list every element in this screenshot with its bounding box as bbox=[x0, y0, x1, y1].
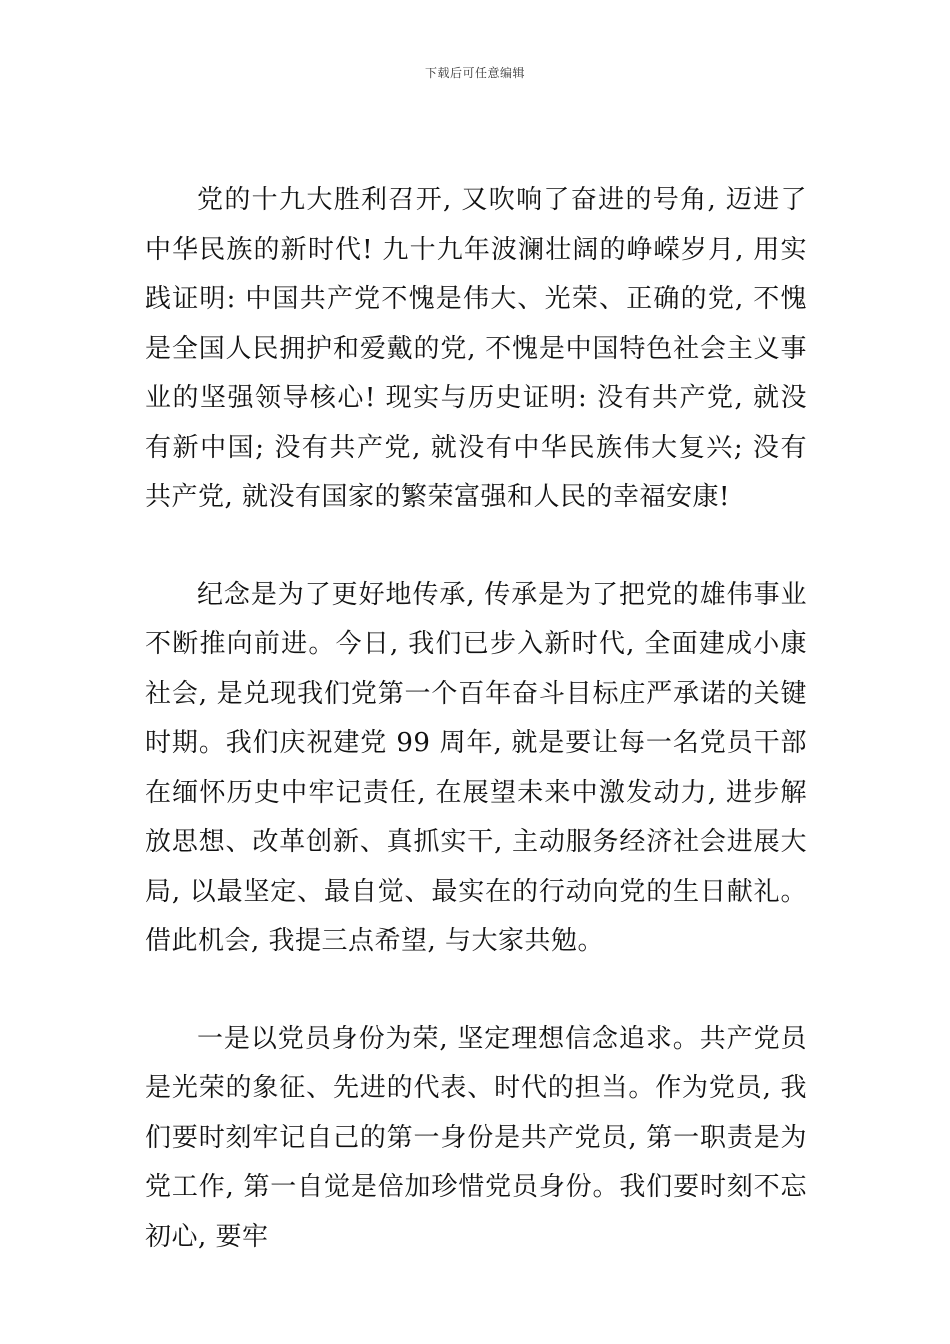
page-header: 下载后可任意编辑 bbox=[424, 66, 525, 80]
paragraph-1: 党的十九大胜利召开, 又吹响了奋进的号角, 迈进了中华民族的新时代! 九十九年波澜壮阔的峥嵘岁月, 用实践证明: 中国共产党不愧是伟大、光荣、正确的党, 不愧是全国人民拥护和爱戴的党, 不愧是中国特色社会主义事业的坚强领导核心! 现实与历史证明: 没有共产党, 就没有新中国; 没有共产党, 就没有中华民族伟大复兴; 没有共产党, 就没有国家的繁荣富强和人民的幸福安康! bbox=[145, 185, 807, 512]
paragraph-3: 一是以党员身份为荣, 坚定理想信念追求。共产党员是光荣的象征、先进的代表、时代的担当。作为党员, 我们要时刻牢记自己的第一身份是共产党员, 第一职责是为党工作, 第一自觉是倍加珍惜党员身份。我们要时刻不忘初心, 要牢 bbox=[145, 1023, 807, 1252]
document-body bbox=[145, 176, 807, 1262]
paragraph-2: 纪念是为了更好地传承, 传承是为了把党的雄伟事业不断推向前进。今日, 我们已步入新时代, 全面建成小康社会, 是兑现我们党第一个百年奋斗目标庄严承诺的关键时期。我们庆祝建党 99 周年, 就是要让每一名党员干部在缅怀历史中牢记责任, 在展望未来中激发动力, 进步解放思想、改革创新、真抓实干, 主动服务经济社会进展大局, 以最坚定、最自觉、最实在的行动向党的生日献礼。借此机会, 我提三点希望, 与大家共勉。 bbox=[145, 579, 807, 956]
